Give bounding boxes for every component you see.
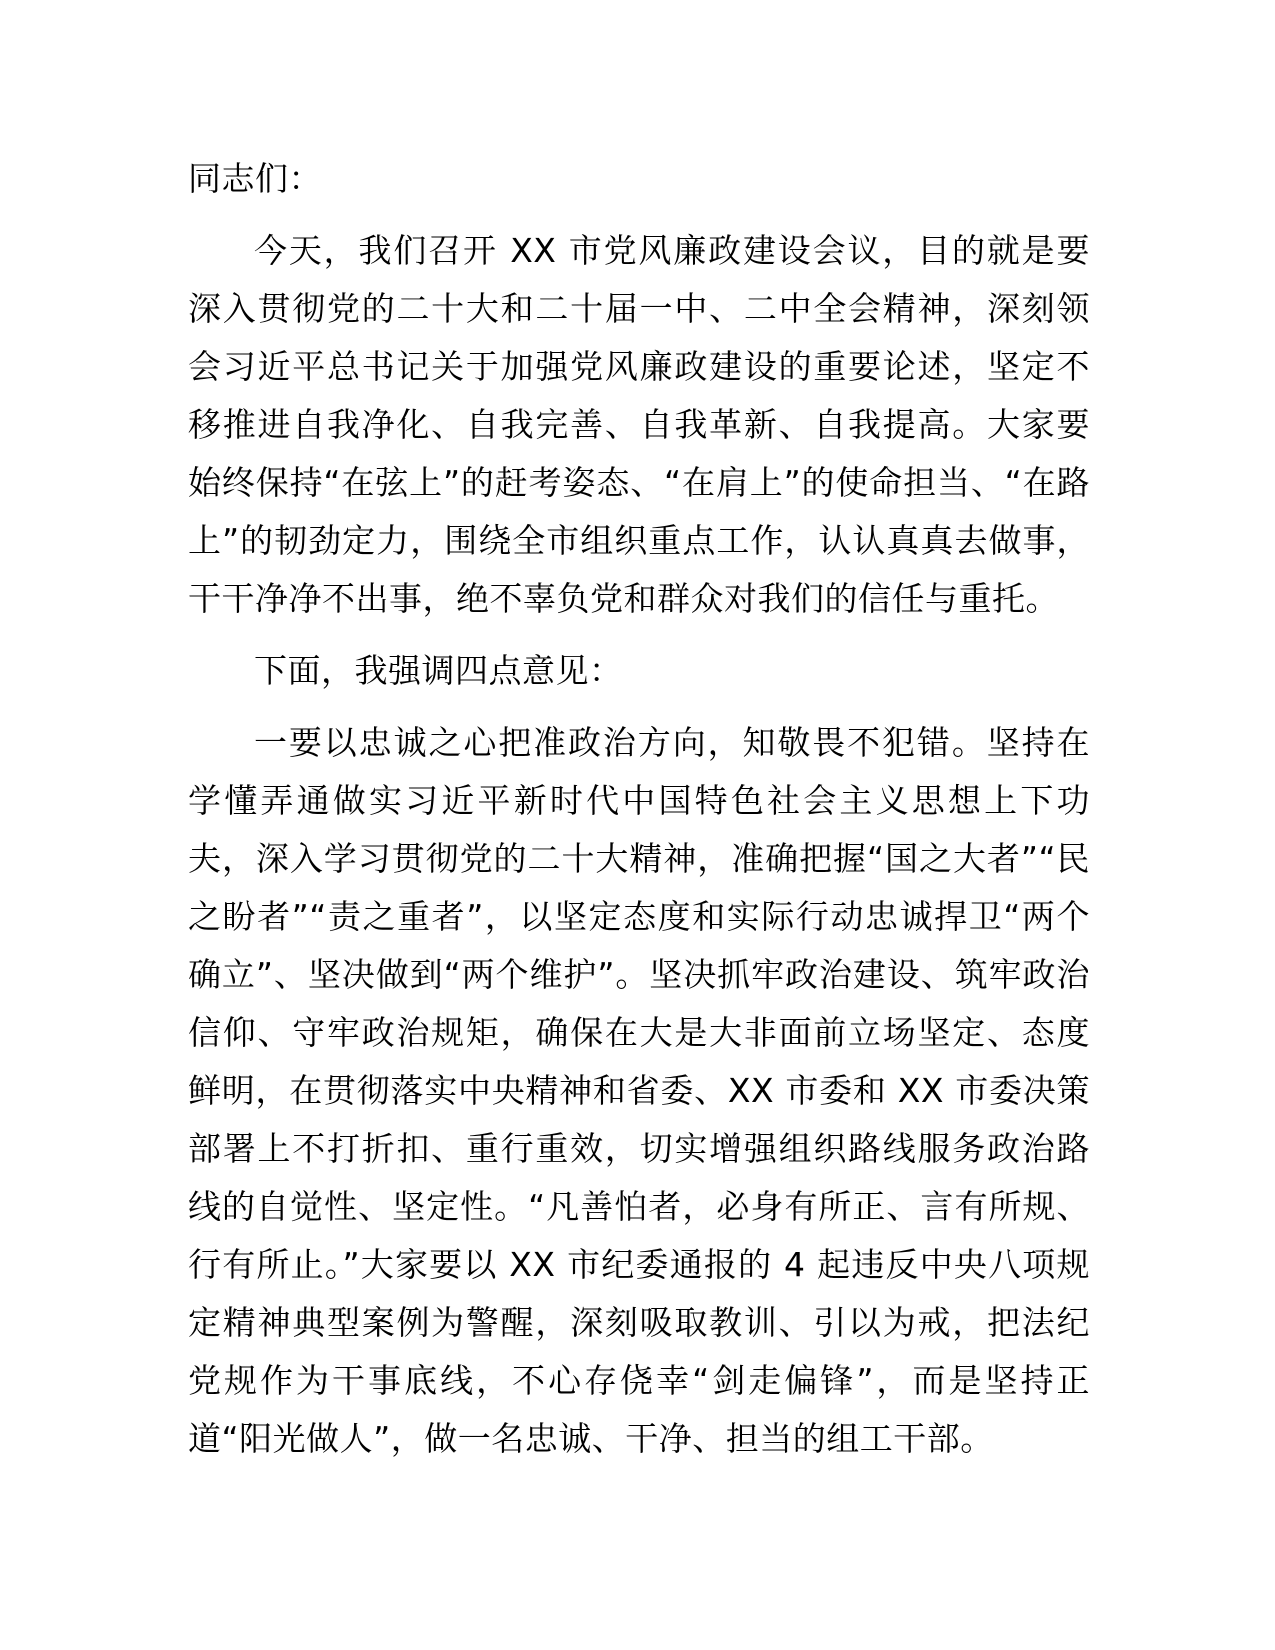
document-body <box>188 150 1090 1468</box>
paragraph: 一要以忠诚之心把准政治方向，知敬畏不犯错。坚持在学懂弄通做实习近平新时代中国特色社会主义思想上下功夫，深入学习贯彻党的二十大精神，准确把握“国之大者”“民之盼者”“责之重者”，以坚定态度和实际行动忠诚捍卫“两个确立”、坚决做到“两个维护”。坚决抓牢政治建设、筑牢政治信仰、守牢政治规矩，确保在大是大非面前立场坚定、态度鲜明，在贯彻落实中央精神和省委、XX 市委和 XX 市委决策部署上不打折扣、重行重效，切实增强组织路线服务政治路线的自觉性、坚定性。“凡善怕者，必身有所正、言有所规、行有所止。”大家要以 XX 市纪委通报的 4 起违反中央八项规定精神典型案例为警醒，深刻吸取教训、引以为戒，把法纪党规作为干事底线，不心存侥幸“剑走偏锋”，而是坚持正道“阳光做人”，做一名忠诚、干净、担当的组工干部。 <box>188 723 1090 1458</box>
paragraph: 今天，我们召开 XX 市党风廉政建设会议，目的就是要深入贯彻党的二十大和二十届一中、二中全会精神，深刻领会习近平总书记关于加强党风廉政建设的重要论述，坚定不移推进自我净化、自我完善、自我革新、自我提高。大家要始终保持“在弦上”的赶考姿态、“在肩上”的使命担当、“在路上”的韧劲定力，围绕全市组织重点工作，认认真真去做事，干干净净不出事，绝不辜负党和群众对我们的信任与重托。 <box>188 231 1090 618</box>
paragraph: 同志们： <box>188 159 322 198</box>
paragraph: 下面，我强调四点意见： <box>254 651 623 690</box>
